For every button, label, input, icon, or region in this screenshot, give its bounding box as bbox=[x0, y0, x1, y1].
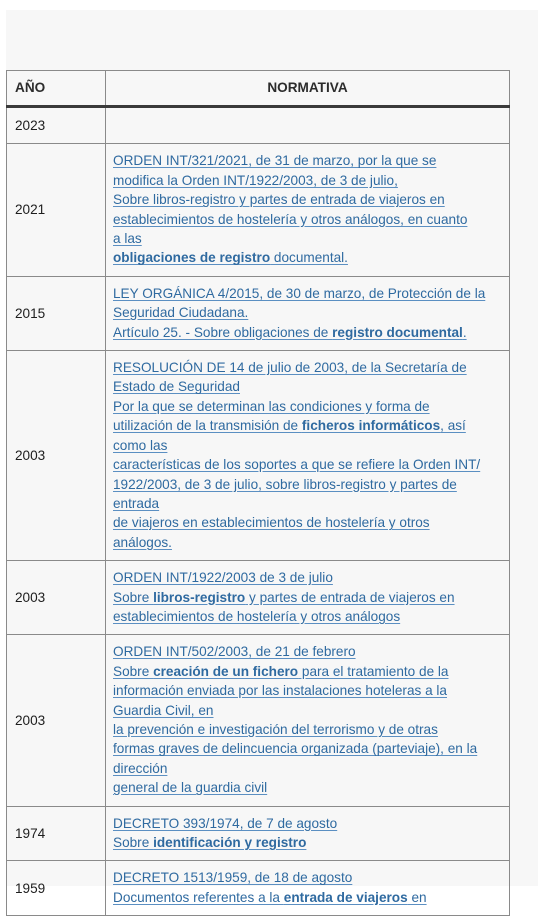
row-normativa bbox=[106, 144, 510, 276]
link-text: entrada bbox=[113, 495, 160, 511]
emphasis-text: ficheros informáticos bbox=[301, 418, 441, 434]
row-year: 1974 bbox=[7, 806, 106, 861]
link-text: establecimientos de hostelería y otros análogos, en cuanto bbox=[113, 211, 468, 227]
link-text: la prevención e investigación del terrorismo y de otras bbox=[113, 721, 438, 737]
row-year: 2003 bbox=[7, 635, 106, 806]
normativa-link-line[interactable] bbox=[113, 303, 503, 322]
normativa-link-line[interactable] bbox=[113, 568, 503, 587]
link-text: Estado de Seguridad bbox=[113, 379, 240, 395]
row-normativa bbox=[106, 561, 510, 635]
row-year: 2015 bbox=[7, 276, 106, 350]
link-text: , así bbox=[440, 418, 466, 434]
link-text: utilización de la transmisión de bbox=[113, 418, 302, 434]
normativa-link-line[interactable] bbox=[113, 475, 503, 494]
normativa-link-line[interactable] bbox=[113, 436, 503, 455]
link-text: a las bbox=[113, 231, 142, 247]
table-row bbox=[7, 276, 510, 350]
row-normativa bbox=[106, 635, 510, 806]
normativa-link-line[interactable] bbox=[113, 833, 503, 852]
row-year: 1959 bbox=[7, 861, 106, 916]
row-normativa bbox=[106, 276, 510, 350]
emphasis-text: registro documental bbox=[332, 324, 463, 340]
normativa-link-line[interactable] bbox=[113, 416, 503, 435]
link-text: Documentos referentes a la bbox=[113, 889, 284, 905]
table-row bbox=[7, 806, 510, 861]
row-normativa bbox=[106, 861, 510, 916]
link-text: Por la que se determinan las condiciones y forma de bbox=[113, 398, 430, 414]
link-text: Sobre bbox=[113, 589, 154, 605]
normativa-link-line[interactable] bbox=[113, 171, 503, 190]
header-year: AÑO bbox=[7, 71, 106, 107]
normativa-link-line[interactable] bbox=[113, 701, 503, 720]
normativa-link-line[interactable] bbox=[113, 455, 503, 474]
row-year: 2003 bbox=[7, 561, 106, 635]
link-text: Sobre bbox=[113, 663, 154, 679]
link-text: Seguridad Ciudadana. bbox=[113, 305, 249, 321]
emphasis-text: identificación y registro bbox=[153, 835, 307, 850]
link-text: formas graves de delincuencia organizada (parteviaje), en la bbox=[113, 741, 478, 757]
table-header-row bbox=[7, 71, 510, 107]
table-body bbox=[7, 107, 510, 916]
row-year: 2023 bbox=[7, 107, 106, 144]
table-row bbox=[7, 861, 510, 916]
normativa-link-line[interactable] bbox=[113, 229, 503, 248]
link-text: documental. bbox=[270, 250, 348, 266]
normativa-link-line[interactable] bbox=[113, 377, 503, 396]
link-text: análogos. bbox=[113, 534, 172, 550]
link-text: DECRETO 1513/1959, de 18 de agosto bbox=[113, 870, 353, 886]
link-text: LEY ORGÁNICA 4/2015, de 30 de marzo, de Protección de la bbox=[113, 285, 486, 301]
link-text: como las bbox=[113, 437, 168, 453]
link-text: y partes de entrada de viajeros en bbox=[245, 589, 455, 605]
link-text: información enviada por las instalaciones hoteleras a la bbox=[113, 683, 447, 699]
link-text: Sobre libros-registro y partes de entrada de viajeros en bbox=[113, 192, 445, 208]
normativa-link-line[interactable] bbox=[113, 513, 503, 532]
normativa-link-line[interactable] bbox=[113, 759, 503, 778]
normativa-link-line[interactable] bbox=[113, 190, 503, 209]
row-normativa bbox=[106, 107, 510, 144]
normativa-link-line[interactable] bbox=[113, 662, 503, 681]
normativa-link-line[interactable] bbox=[113, 868, 503, 887]
normativa-link-line[interactable] bbox=[113, 248, 503, 267]
normativa-link-line[interactable] bbox=[113, 358, 503, 377]
link-text: RESOLUCIÓN DE 14 de julio de 2003, de la Secretaría de bbox=[113, 360, 467, 376]
normativa-link-line[interactable] bbox=[113, 778, 503, 797]
link-text: en bbox=[407, 889, 427, 905]
link-text: características de los soportes a que se refiere la Orden INT/ bbox=[113, 457, 481, 473]
link-text: DECRETO 393/1974, de 7 de agosto bbox=[113, 815, 338, 831]
link-text: 1922/2003, de 3 de julio, sobre libros-registro y partes de bbox=[113, 476, 457, 492]
normativa-link-line[interactable] bbox=[113, 284, 503, 303]
normativa-link-line[interactable] bbox=[113, 720, 503, 739]
link-text: ORDEN INT/321/2021, de 31 de marzo, por la que se bbox=[113, 153, 437, 169]
header-normativa: NORMATIVA bbox=[106, 71, 510, 107]
normativa-link-line[interactable] bbox=[113, 494, 503, 513]
normativa-link-line[interactable] bbox=[113, 888, 503, 907]
row-normativa bbox=[106, 806, 510, 861]
emphasis-text: entrada de viajeros bbox=[283, 889, 408, 905]
link-text: Guardia Civil, en bbox=[113, 702, 214, 718]
link-text: establecimientos de hostelería y otros análogos bbox=[113, 608, 401, 624]
emphasis-text: creación de un fichero bbox=[153, 663, 299, 679]
link-text: modifica la Orden INT/1922/2003, de 3 de julio, bbox=[113, 172, 398, 188]
emphasis-text: libros-registro bbox=[153, 589, 246, 605]
normativa-link-line[interactable] bbox=[113, 681, 503, 700]
table-row bbox=[7, 351, 510, 561]
normativa-link-line[interactable] bbox=[113, 814, 503, 833]
normativa-link-line[interactable] bbox=[113, 739, 503, 758]
table-row bbox=[7, 635, 510, 806]
normativa-link-line[interactable] bbox=[113, 323, 503, 342]
normativa-link-line[interactable] bbox=[113, 210, 503, 229]
normativa-link-line[interactable] bbox=[113, 397, 503, 416]
link-text: para el tratamiento de la bbox=[298, 663, 449, 679]
row-year: 2021 bbox=[7, 144, 106, 276]
link-text: ORDEN INT/502/2003, de 21 de febrero bbox=[113, 644, 356, 660]
link-text: Sobre bbox=[113, 835, 154, 850]
normativa-table bbox=[6, 70, 510, 916]
normativa-link-line[interactable] bbox=[113, 151, 503, 170]
link-text: dirección bbox=[113, 760, 168, 776]
table-wrapper bbox=[6, 70, 510, 916]
content-panel bbox=[6, 10, 538, 905]
table-row bbox=[7, 107, 510, 144]
normativa-link-line[interactable] bbox=[113, 642, 503, 661]
link-text: de viajeros en establecimientos de hostelería y otros bbox=[113, 515, 430, 531]
normativa-link-line[interactable] bbox=[113, 607, 503, 626]
row-normativa bbox=[106, 351, 510, 561]
normativa-link-line[interactable] bbox=[113, 533, 503, 552]
emphasis-text: obligaciones de registro bbox=[113, 250, 271, 266]
link-text: . bbox=[462, 324, 467, 340]
table-row bbox=[7, 144, 510, 276]
normativa-link-line[interactable] bbox=[113, 588, 503, 607]
row-year: 2003 bbox=[7, 351, 106, 561]
link-text: ORDEN INT/1922/2003 de 3 de julio bbox=[113, 570, 333, 586]
table-row bbox=[7, 561, 510, 635]
link-text: Artículo 25. - Sobre obligaciones de bbox=[113, 324, 333, 340]
link-text: general de la guardia civil bbox=[113, 780, 268, 796]
